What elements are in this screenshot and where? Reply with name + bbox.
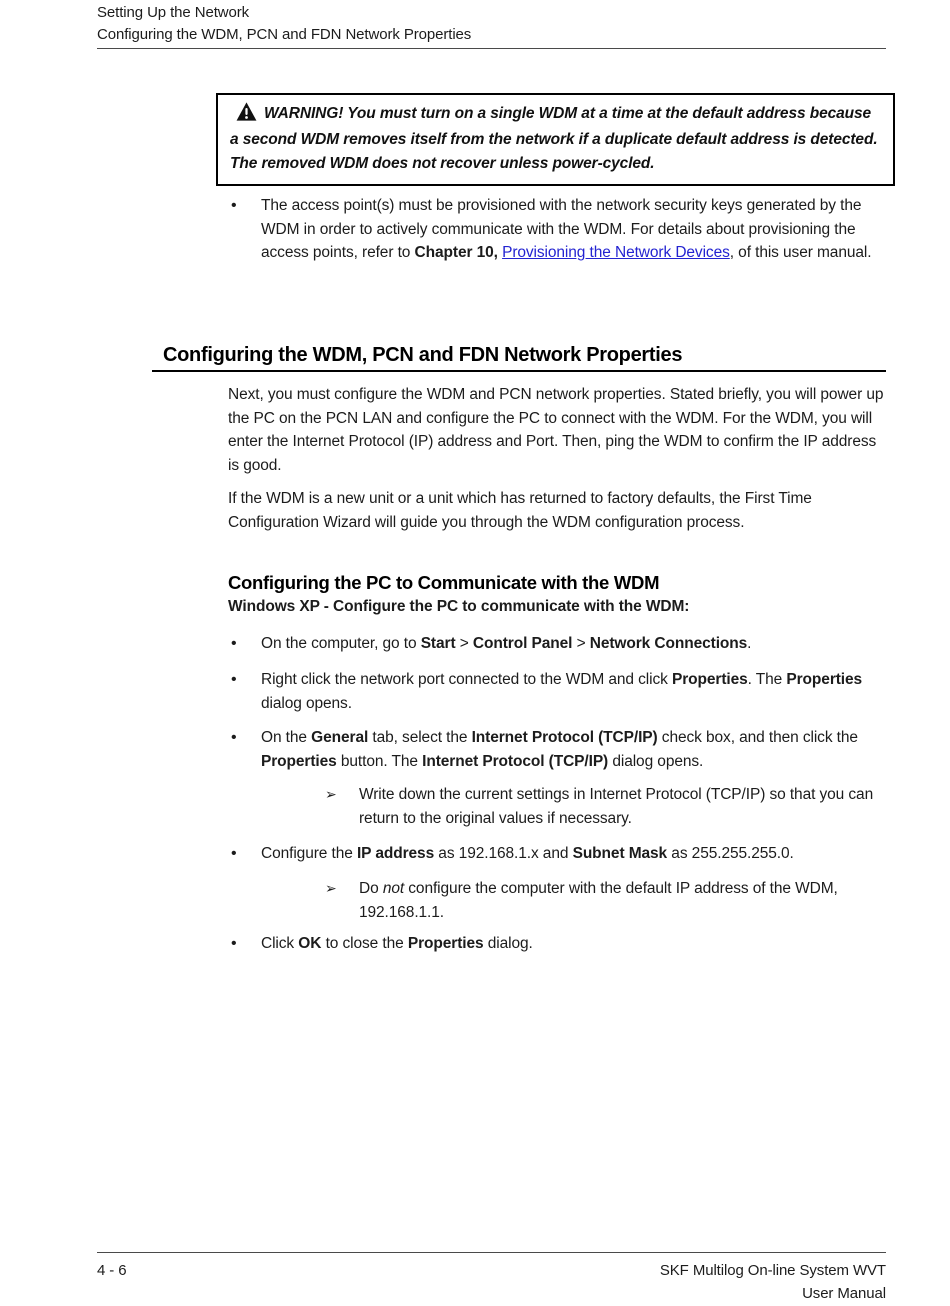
list-item-configure-ip [228, 842, 888, 866]
list-item-text: ➢ Write down the current settings in Internet Protocol (TCP/IP) so that you can return to the original values if necessary. [359, 786, 874, 827]
warning-box [216, 93, 895, 186]
provisioning-network-devices-link[interactable]: Provisioning the Network Devices [502, 244, 730, 261]
list-item-click-ok [228, 932, 888, 956]
text-run: button. The [336, 752, 423, 770]
text-run: > [455, 635, 473, 652]
list-item-text [261, 726, 888, 773]
list-item-access-points [228, 194, 888, 265]
text-run: , of this user manual. [729, 244, 872, 261]
header-section-title: Configuring the WDM, PCN and FDN Network Properties [97, 25, 472, 43]
subsection-heading: Configuring the PC to Communicate with the WDM [228, 572, 660, 594]
list-item-text [261, 932, 888, 956]
windows-xp-intro-line: Windows XP - Configure the PC to communicate with the WDM: [228, 598, 690, 615]
paragraph-first-time-wizard: If the WDM is a new unit or a unit which has returned to factory defaults, the First Time Configuration Wizard will guide you through the WDM configuration process. [228, 490, 812, 531]
list-item-text [261, 842, 888, 866]
list-item-general-tab [228, 726, 888, 773]
text-run: tab, select the [368, 729, 472, 746]
text-run: . The [747, 671, 787, 688]
footer-doc-type: User Manual [802, 1285, 886, 1302]
text-run-bold: Internet Protocol (TCP/IP) [422, 752, 609, 770]
footer-page-number: 4 - 6 [97, 1262, 127, 1279]
text-run-bold: Properties [671, 671, 748, 688]
text-run-bold: Properties [261, 752, 337, 770]
text-run-bold: Network Connections [589, 635, 748, 652]
text-run-bold: Properties [786, 671, 863, 688]
text-run: The access point(s) must be provisioned with the network security keys generated by the WDM in order to actively communicate with the WDM. For details about provisioning the access points, refer to [261, 197, 862, 261]
list-item-text [359, 877, 886, 924]
text-run: as 255.255.255.0. [667, 845, 794, 862]
text-run-bold: Properties [407, 935, 484, 952]
sub-list-item-do-not-default-ip [325, 877, 886, 924]
text-run: On the [261, 729, 312, 746]
section-heading: Configuring the WDM, PCN and FDN Network Properties [152, 343, 886, 372]
text-run-bold: Chapter 10, [414, 244, 498, 261]
text-run: On the computer, go to [261, 635, 421, 652]
text-run-bold: General [311, 729, 369, 746]
paragraph-configure-overview: Next, you must configure the WDM and PCN network properties. Stated briefly, you will power up the PC on the PCN LAN and configure the PC to connect with the WDM. For the WDM, you will enter the Internet Protocol (IP) address and Port. Then, ping the WDM to confirm the IP address is good. [228, 386, 884, 474]
sub-list-item-write-down-settings [325, 783, 886, 830]
text-run: > [572, 635, 590, 652]
text-run: Click [261, 935, 299, 952]
warning-title: WARNING! [264, 105, 344, 122]
text-run: dialog opens. [261, 694, 352, 712]
footer-product-name: SKF Multilog On-line System WVT [659, 1262, 886, 1279]
footer-document-info [660, 1259, 886, 1305]
text-run-bold: IP address [356, 845, 435, 862]
text-run: configure the computer with the default IP address of the WDM, 192.168.1.1. [359, 880, 838, 921]
text-run-bold: OK [298, 935, 322, 952]
list-item-start-menu [228, 632, 888, 656]
text-run: dialog. [483, 935, 533, 952]
text-run: Right click the network port connected to the WDM and click [261, 671, 672, 688]
text-run: Configure the [261, 845, 357, 862]
list-item-text [261, 194, 888, 265]
text-run-bold: Internet Protocol (TCP/IP) [471, 729, 658, 746]
text-run-italic: not [382, 880, 405, 897]
page-footer [97, 1252, 886, 1305]
text-run: to close the [321, 935, 408, 952]
text-run: Do [359, 880, 383, 897]
list-item-text [261, 668, 888, 715]
list-item-right-click-port [228, 668, 888, 715]
text-run-bold: Start [420, 635, 456, 652]
text-run-bold: Subnet Mask [572, 845, 668, 862]
page-header [97, 2, 886, 49]
warning-body-text: You must turn on a single WDM at a time at the default address because a second WDM removes itself from the network if a duplicate default address is detected. The removed WDM does not recover unless power-cycled. [230, 105, 878, 172]
text-run: check box, and then click the [657, 729, 858, 746]
list-item-text [261, 632, 888, 656]
warning-triangle-icon [236, 102, 257, 128]
text-run-bold: Control Panel [472, 635, 573, 652]
text-run: as 192.168.1.x and [434, 845, 573, 862]
text-run: dialog opens. [608, 752, 704, 770]
header-chapter-title: Setting Up the Network [97, 4, 250, 21]
text-run: . [747, 635, 752, 652]
